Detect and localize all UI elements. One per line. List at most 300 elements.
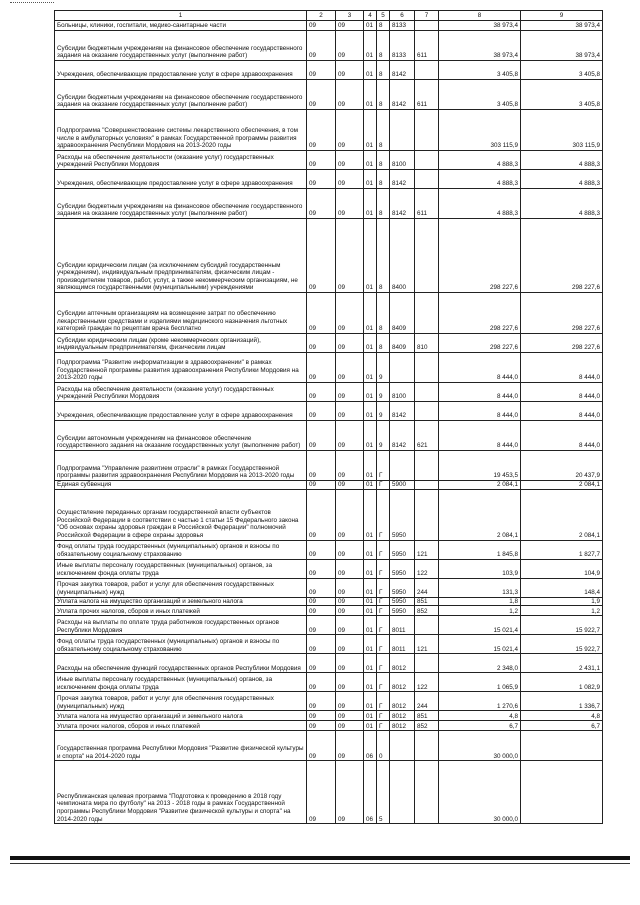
code-subprogram-cell: 8 (377, 334, 390, 353)
code-direction-cell: 5950 (390, 578, 415, 597)
table-header-row (55, 11, 603, 21)
row-name-cell: Уплата налога на имущество организаций и земельного налога (55, 597, 307, 606)
table-row (55, 635, 603, 654)
amount-year-2-cell: 8 444,0 (521, 402, 603, 421)
code-direction-cell: 8142 (390, 80, 415, 110)
code-program-cell: 01 (364, 219, 377, 293)
code-subprogram-cell: Г (377, 711, 390, 721)
code-subsection-cell: 09 (336, 402, 364, 421)
code-direction-cell: 8133 (390, 31, 415, 61)
table-row (55, 673, 603, 692)
amount-year-2-cell: 4 888,3 (521, 189, 603, 219)
table-row (55, 110, 603, 151)
code-subprogram-cell: Г (377, 692, 390, 711)
table-row (55, 597, 603, 606)
amount-year-1-cell: 2 084,1 (439, 481, 521, 490)
code-subprogram-cell: 9 (377, 353, 390, 383)
code-expense-type-cell: 244 (415, 578, 439, 597)
code-subprogram-cell: Г (377, 540, 390, 559)
code-subprogram-cell: 9 (377, 421, 390, 451)
amount-year-2-cell: 298 227,6 (521, 293, 603, 334)
header-cell: 1 (55, 11, 307, 21)
code-subsection-cell: 09 (336, 616, 364, 635)
row-name-cell: Учреждения, обеспечивающие предоставление услуг в сфере здравоохранения (55, 170, 307, 189)
code-program-cell: 01 (364, 110, 377, 151)
table-row (55, 616, 603, 635)
code-expense-type-cell: 852 (415, 721, 439, 731)
code-expense-type-cell (415, 481, 439, 490)
code-subprogram-cell: 8 (377, 110, 390, 151)
amount-year-1-cell: 19 453,5 (439, 451, 521, 481)
code-program-cell: 01 (364, 597, 377, 606)
code-expense-type-cell: 244 (415, 692, 439, 711)
amount-year-1-cell: 298 227,6 (439, 293, 521, 334)
amount-year-2-cell: 15 922,7 (521, 635, 603, 654)
table-row (55, 721, 603, 731)
code-program-cell: 01 (364, 540, 377, 559)
amount-year-1-cell: 15 021,4 (439, 616, 521, 635)
amount-year-1-cell: 303 115,9 (439, 110, 521, 151)
code-subprogram-cell: Г (377, 578, 390, 597)
code-direction-cell: 8133 (390, 21, 415, 31)
code-main-section-cell: 09 (307, 616, 336, 635)
row-name-cell: Расходы на обеспечение функций государственных органов Республики Мордовия (55, 654, 307, 673)
code-main-section-cell: 09 (307, 293, 336, 334)
code-direction-cell: 8100 (390, 383, 415, 402)
code-subsection-cell: 09 (336, 489, 364, 540)
code-direction-cell: 8142 (390, 421, 415, 451)
code-main-section-cell: 09 (307, 711, 336, 721)
amount-year-2-cell: 8 444,0 (521, 353, 603, 383)
table-row (55, 353, 603, 383)
code-program-cell: 01 (364, 692, 377, 711)
code-main-section-cell: 09 (307, 21, 336, 31)
code-main-section-cell: 09 (307, 654, 336, 673)
code-program-cell: 01 (364, 451, 377, 481)
code-subsection-cell: 09 (336, 721, 364, 731)
header-cell: 2 (307, 11, 336, 21)
code-main-section-cell: 09 (307, 597, 336, 606)
code-expense-type-cell: 611 (415, 31, 439, 61)
row-name-cell: Расходы на обеспечение деятельности (оказание услуг) государственных учреждений Республики Мордовия (55, 383, 307, 402)
table-row (55, 540, 603, 559)
code-expense-type-cell (415, 219, 439, 293)
code-program-cell: 01 (364, 711, 377, 721)
row-name-cell: Подпрограмма "Развитие информатизации в здравоохранении" в рамках Государственной программы развития здравоохранения Республики Мордовия на 2013-2020 годы (55, 353, 307, 383)
code-program-cell: 01 (364, 616, 377, 635)
table-row (55, 481, 603, 490)
code-subsection-cell: 09 (336, 31, 364, 61)
code-direction-cell (390, 731, 415, 761)
code-program-cell: 01 (364, 721, 377, 731)
code-program-cell: 01 (364, 489, 377, 540)
code-main-section-cell: 09 (307, 559, 336, 578)
code-main-section-cell: 09 (307, 110, 336, 151)
table-row (55, 151, 603, 170)
code-expense-type-cell (415, 451, 439, 481)
code-main-section-cell: 09 (307, 334, 336, 353)
code-main-section-cell: 09 (307, 219, 336, 293)
code-subprogram-cell: Г (377, 635, 390, 654)
code-subsection-cell: 09 (336, 189, 364, 219)
code-direction-cell: 8011 (390, 635, 415, 654)
table-row (55, 170, 603, 189)
code-subsection-cell: 09 (336, 654, 364, 673)
code-direction-cell: 5950 (390, 597, 415, 606)
code-direction-cell (390, 761, 415, 824)
code-subsection-cell: 09 (336, 761, 364, 824)
code-direction-cell: 5900 (390, 481, 415, 490)
code-main-section-cell: 09 (307, 80, 336, 110)
header-cell: 7 (415, 11, 439, 21)
row-name-cell: Уплата налога на имущество организаций и земельного налога (55, 711, 307, 721)
code-expense-type-cell (415, 353, 439, 383)
amount-year-1-cell: 298 227,6 (439, 334, 521, 353)
amount-year-1-cell: 8 444,0 (439, 402, 521, 421)
amount-year-2-cell (521, 761, 603, 824)
code-subprogram-cell: 0 (377, 731, 390, 761)
table-row (55, 61, 603, 80)
code-direction-cell: 8100 (390, 151, 415, 170)
code-main-section-cell: 09 (307, 170, 336, 189)
code-main-section-cell: 09 (307, 578, 336, 597)
code-main-section-cell: 09 (307, 481, 336, 490)
table-row (55, 219, 603, 293)
code-subsection-cell: 09 (336, 597, 364, 606)
amount-year-1-cell: 1 270,6 (439, 692, 521, 711)
code-subsection-cell: 09 (336, 334, 364, 353)
amount-year-1-cell: 8 444,0 (439, 353, 521, 383)
code-expense-type-cell (415, 61, 439, 80)
amount-year-1-cell: 6,7 (439, 721, 521, 731)
code-program-cell: 01 (364, 673, 377, 692)
row-name-cell: Субсидии бюджетным учреждениям на финансовое обеспечение государственного задания на оказание государственных услуг (выполнение работ) (55, 31, 307, 61)
code-subprogram-cell: 8 (377, 170, 390, 189)
amount-year-1-cell: 8 444,0 (439, 421, 521, 451)
code-subsection-cell: 09 (336, 151, 364, 170)
code-subsection-cell: 09 (336, 673, 364, 692)
code-direction-cell (390, 451, 415, 481)
code-subprogram-cell: 9 (377, 402, 390, 421)
code-subsection-cell: 09 (336, 421, 364, 451)
row-name-cell: Субсидии бюджетным учреждениям на финансовое обеспечение государственного задания на оказание государственных услуг (выполнение работ) (55, 80, 307, 110)
table-row (55, 654, 603, 673)
code-program-cell: 01 (364, 334, 377, 353)
code-subprogram-cell: Г (377, 451, 390, 481)
code-direction-cell: 5950 (390, 489, 415, 540)
amount-year-2-cell: 2 084,1 (521, 489, 603, 540)
code-direction-cell: 8012 (390, 721, 415, 731)
row-name-cell: Единая субвенция (55, 481, 307, 490)
code-subsection-cell: 09 (336, 559, 364, 578)
amount-year-1-cell: 1,8 (439, 597, 521, 606)
amount-year-1-cell: 4,8 (439, 711, 521, 721)
table-row (55, 711, 603, 721)
table-row (55, 189, 603, 219)
amount-year-2-cell: 1,9 (521, 597, 603, 606)
amount-year-2-cell: 8 444,0 (521, 421, 603, 451)
code-main-section-cell: 09 (307, 61, 336, 80)
code-main-section-cell: 09 (307, 635, 336, 654)
code-direction-cell: 8012 (390, 673, 415, 692)
amount-year-1-cell: 3 405,8 (439, 61, 521, 80)
code-program-cell: 01 (364, 21, 377, 31)
row-name-cell: Фонд оплаты труда государственных (муниципальных) органов и взносы по обязательному социальному страхованию (55, 540, 307, 559)
code-subprogram-cell: Г (377, 606, 390, 616)
code-subsection-cell: 09 (336, 606, 364, 616)
code-subprogram-cell: Г (377, 559, 390, 578)
code-direction-cell: 8142 (390, 189, 415, 219)
code-subsection-cell: 09 (336, 219, 364, 293)
code-expense-type-cell: 611 (415, 189, 439, 219)
code-program-cell: 01 (364, 402, 377, 421)
code-program-cell: 01 (364, 606, 377, 616)
code-expense-type-cell (415, 616, 439, 635)
code-main-section-cell: 09 (307, 489, 336, 540)
amount-year-1-cell: 38 973,4 (439, 21, 521, 31)
row-name-cell: Субсидии юридическим лицам (кроме некоммерческих организаций), индивидуальным предпринимателям, физическим лицам (55, 334, 307, 353)
table-row (55, 21, 603, 31)
amount-year-2-cell: 2 431,1 (521, 654, 603, 673)
row-name-cell: Субсидии бюджетным учреждениям на финансовое обеспечение государственного задания на оказание государственных услуг (выполнение работ) (55, 189, 307, 219)
amount-year-1-cell: 4 888,3 (439, 189, 521, 219)
code-expense-type-cell (415, 151, 439, 170)
code-subprogram-cell: 8 (377, 151, 390, 170)
code-program-cell: 01 (364, 635, 377, 654)
code-expense-type-cell: 621 (415, 421, 439, 451)
row-name-cell: Расходы на выплаты по оплате труда работников государственных органов Республики Мордовия (55, 616, 307, 635)
amount-year-1-cell: 4 888,3 (439, 151, 521, 170)
code-subsection-cell: 09 (336, 451, 364, 481)
code-expense-type-cell: 851 (415, 597, 439, 606)
code-program-cell: 01 (364, 578, 377, 597)
code-subsection-cell: 09 (336, 711, 364, 721)
code-direction-cell: 8011 (390, 616, 415, 635)
code-expense-type-cell (415, 170, 439, 189)
code-main-section-cell: 09 (307, 761, 336, 824)
header-cell: 9 (521, 11, 603, 21)
amount-year-2-cell: 3 405,8 (521, 61, 603, 80)
code-program-cell: 01 (364, 189, 377, 219)
code-direction-cell: 8012 (390, 654, 415, 673)
code-expense-type-cell (415, 731, 439, 761)
table-row (55, 761, 603, 824)
amount-year-2-cell: 1 827,7 (521, 540, 603, 559)
code-program-cell: 01 (364, 61, 377, 80)
code-subprogram-cell: Г (377, 597, 390, 606)
row-name-cell: Субсидии аптечным организациям на возмещение затрат по обеспечению лекарственными средствами и изделиями медицинского назначения льготных категорий граждан по рецептам врача бесплатно (55, 293, 307, 334)
code-program-cell: 01 (364, 80, 377, 110)
code-main-section-cell: 09 (307, 721, 336, 731)
row-name-cell: Государственная программа Республики Мордовия "Развитие физической культуры и спорта" на 2014-2020 годы (55, 731, 307, 761)
row-name-cell: Учреждения, обеспечивающие предоставление услуг в сфере здравоохранения (55, 402, 307, 421)
bottom-rule-thick (10, 856, 630, 860)
code-subsection-cell: 09 (336, 635, 364, 654)
row-name-cell: Подпрограмма "Совершенствование системы лекарственного обеспечения, в том числе в амбулаторных условиях" в рамках Государственной программы развития здравоохранения Республики Мордовия на 2013-2020 годы (55, 110, 307, 151)
code-expense-type-cell: 122 (415, 559, 439, 578)
table-row (55, 606, 603, 616)
code-direction-cell: 8012 (390, 692, 415, 711)
row-name-cell: Субсидии юридическим лицам (за исключением субсидий государственным учреждениям), индивидуальным предпринимателям, физическим лицам - производителям товаров, работ, услуг, а также некоммерческим организациям, не являющимся государственными (муниципальными) учреждениями (55, 219, 307, 293)
amount-year-1-cell: 2 084,1 (439, 489, 521, 540)
code-expense-type-cell: 122 (415, 673, 439, 692)
amount-year-1-cell: 8 444,0 (439, 383, 521, 402)
table-row (55, 421, 603, 451)
amount-year-1-cell: 2 348,0 (439, 654, 521, 673)
code-program-cell: 01 (364, 31, 377, 61)
code-subprogram-cell: Г (377, 481, 390, 490)
amount-year-1-cell: 1 065,9 (439, 673, 521, 692)
amount-year-2-cell: 4 888,3 (521, 151, 603, 170)
amount-year-1-cell: 1 845,8 (439, 540, 521, 559)
code-direction-cell (390, 353, 415, 383)
amount-year-1-cell: 1,2 (439, 606, 521, 616)
code-expense-type-cell (415, 110, 439, 151)
amount-year-1-cell: 38 973,4 (439, 31, 521, 61)
header-cell: 8 (439, 11, 521, 21)
code-subsection-cell: 09 (336, 578, 364, 597)
amount-year-2-cell: 4,8 (521, 711, 603, 721)
code-subsection-cell: 09 (336, 80, 364, 110)
table-body (55, 21, 603, 824)
code-expense-type-cell (415, 761, 439, 824)
amount-year-2-cell: 148,4 (521, 578, 603, 597)
amount-year-2-cell (521, 731, 603, 761)
code-direction-cell: 8142 (390, 170, 415, 189)
code-expense-type-cell (415, 293, 439, 334)
code-expense-type-cell (415, 383, 439, 402)
row-name-cell: Больницы, клиники, госпитали, медико-санитарные части (55, 21, 307, 31)
code-subsection-cell: 09 (336, 481, 364, 490)
table-row (55, 731, 603, 761)
code-program-cell: 01 (364, 383, 377, 402)
code-subprogram-cell: 9 (377, 383, 390, 402)
amount-year-1-cell: 103,9 (439, 559, 521, 578)
code-direction-cell: 5950 (390, 540, 415, 559)
code-program-cell: 01 (364, 654, 377, 673)
code-expense-type-cell: 851 (415, 711, 439, 721)
amount-year-2-cell: 2 084,1 (521, 481, 603, 490)
code-direction-cell: 5950 (390, 559, 415, 578)
row-name-cell: Осуществление переданных органам государственной власти субъектов Российской Федерации в соответствии с частью 1 статьи 15 Федерального закона "Об основах охраны здоровья граждан в Российской Федерации" полномочий Российской Федерации в сфере охраны здоровья (55, 489, 307, 540)
code-program-cell: 01 (364, 151, 377, 170)
code-subprogram-cell: 8 (377, 21, 390, 31)
row-name-cell: Иные выплаты персоналу государственных (муниципальных) органов, за исключением фонда оплаты труда (55, 673, 307, 692)
amount-year-2-cell: 298 227,6 (521, 219, 603, 293)
row-name-cell: Расходы на обеспечение деятельности (оказание услуг) государственных учреждений Республики Мордовия (55, 151, 307, 170)
code-main-section-cell: 09 (307, 731, 336, 761)
amount-year-1-cell: 298 227,6 (439, 219, 521, 293)
code-subsection-cell: 09 (336, 692, 364, 711)
code-main-section-cell: 09 (307, 383, 336, 402)
code-program-cell: 01 (364, 481, 377, 490)
table-row (55, 383, 603, 402)
amount-year-2-cell: 1 336,7 (521, 692, 603, 711)
amount-year-1-cell: 15 021,4 (439, 635, 521, 654)
code-main-section-cell: 09 (307, 692, 336, 711)
code-expense-type-cell: 810 (415, 334, 439, 353)
row-name-cell: Фонд оплаты труда государственных (муниципальных) органов и взносы по обязательному социальному страхованию (55, 635, 307, 654)
code-subsection-cell: 09 (336, 21, 364, 31)
header-cell: 4 (364, 11, 377, 21)
code-direction-cell: 8142 (390, 61, 415, 80)
table-row (55, 402, 603, 421)
code-subsection-cell: 09 (336, 61, 364, 80)
row-name-cell: Подпрограмма "Управление развитием отрасли" в рамках Государственной программы развития здравоохранения Республики Мордовия на 2013-2020 годы (55, 451, 307, 481)
code-program-cell: 01 (364, 421, 377, 451)
amount-year-2-cell: 15 922,7 (521, 616, 603, 635)
table-row (55, 293, 603, 334)
code-expense-type-cell (415, 21, 439, 31)
code-expense-type-cell: 121 (415, 540, 439, 559)
amount-year-2-cell: 6,7 (521, 721, 603, 731)
row-name-cell: Прочая закупка товаров, работ и услуг для обеспечения государственных (муниципальных) нужд (55, 692, 307, 711)
scan-artifact (10, 2, 54, 9)
code-expense-type-cell (415, 654, 439, 673)
code-direction-cell (390, 110, 415, 151)
code-subprogram-cell: 5 (377, 761, 390, 824)
row-name-cell: Иные выплаты персоналу государственных (муниципальных) органов, за исключением фонда оплаты труда (55, 559, 307, 578)
code-direction-cell: 8409 (390, 293, 415, 334)
amount-year-1-cell: 131,3 (439, 578, 521, 597)
code-program-cell: 01 (364, 293, 377, 334)
code-subsection-cell: 09 (336, 383, 364, 402)
header-cell: 6 (390, 11, 415, 21)
amount-year-2-cell: 104,9 (521, 559, 603, 578)
code-subprogram-cell: Г (377, 489, 390, 540)
code-program-cell: 06 (364, 731, 377, 761)
amount-year-2-cell: 1,2 (521, 606, 603, 616)
row-name-cell: Уплата прочих налогов, сборов и иных платежей (55, 606, 307, 616)
code-main-section-cell: 09 (307, 606, 336, 616)
amount-year-2-cell: 3 405,8 (521, 80, 603, 110)
amount-year-2-cell: 8 444,0 (521, 383, 603, 402)
code-subprogram-cell: Г (377, 654, 390, 673)
code-main-section-cell: 09 (307, 353, 336, 383)
code-direction-cell: 8409 (390, 334, 415, 353)
table-row (55, 334, 603, 353)
code-program-cell: 01 (364, 170, 377, 189)
header-cell: 5 (377, 11, 390, 21)
table-row (55, 31, 603, 61)
code-program-cell: 01 (364, 353, 377, 383)
code-direction-cell: 8400 (390, 219, 415, 293)
code-subprogram-cell: 8 (377, 61, 390, 80)
code-main-section-cell: 09 (307, 402, 336, 421)
table-row (55, 692, 603, 711)
code-main-section-cell: 09 (307, 151, 336, 170)
header-cell: 3 (336, 11, 364, 21)
table-row (55, 578, 603, 597)
table-row (55, 489, 603, 540)
amount-year-2-cell: 303 115,9 (521, 110, 603, 151)
amount-year-2-cell: 38 973,4 (521, 21, 603, 31)
code-subsection-cell: 09 (336, 540, 364, 559)
amount-year-2-cell: 4 888,3 (521, 170, 603, 189)
code-main-section-cell: 09 (307, 673, 336, 692)
code-main-section-cell: 09 (307, 451, 336, 481)
code-expense-type-cell: 611 (415, 80, 439, 110)
amount-year-2-cell: 1 082,9 (521, 673, 603, 692)
amount-year-1-cell: 30 000,0 (439, 731, 521, 761)
code-subprogram-cell: 8 (377, 219, 390, 293)
code-subsection-cell: 09 (336, 353, 364, 383)
code-main-section-cell: 09 (307, 189, 336, 219)
code-expense-type-cell: 852 (415, 606, 439, 616)
code-expense-type-cell: 121 (415, 635, 439, 654)
code-subprogram-cell: Г (377, 673, 390, 692)
table-row (55, 559, 603, 578)
